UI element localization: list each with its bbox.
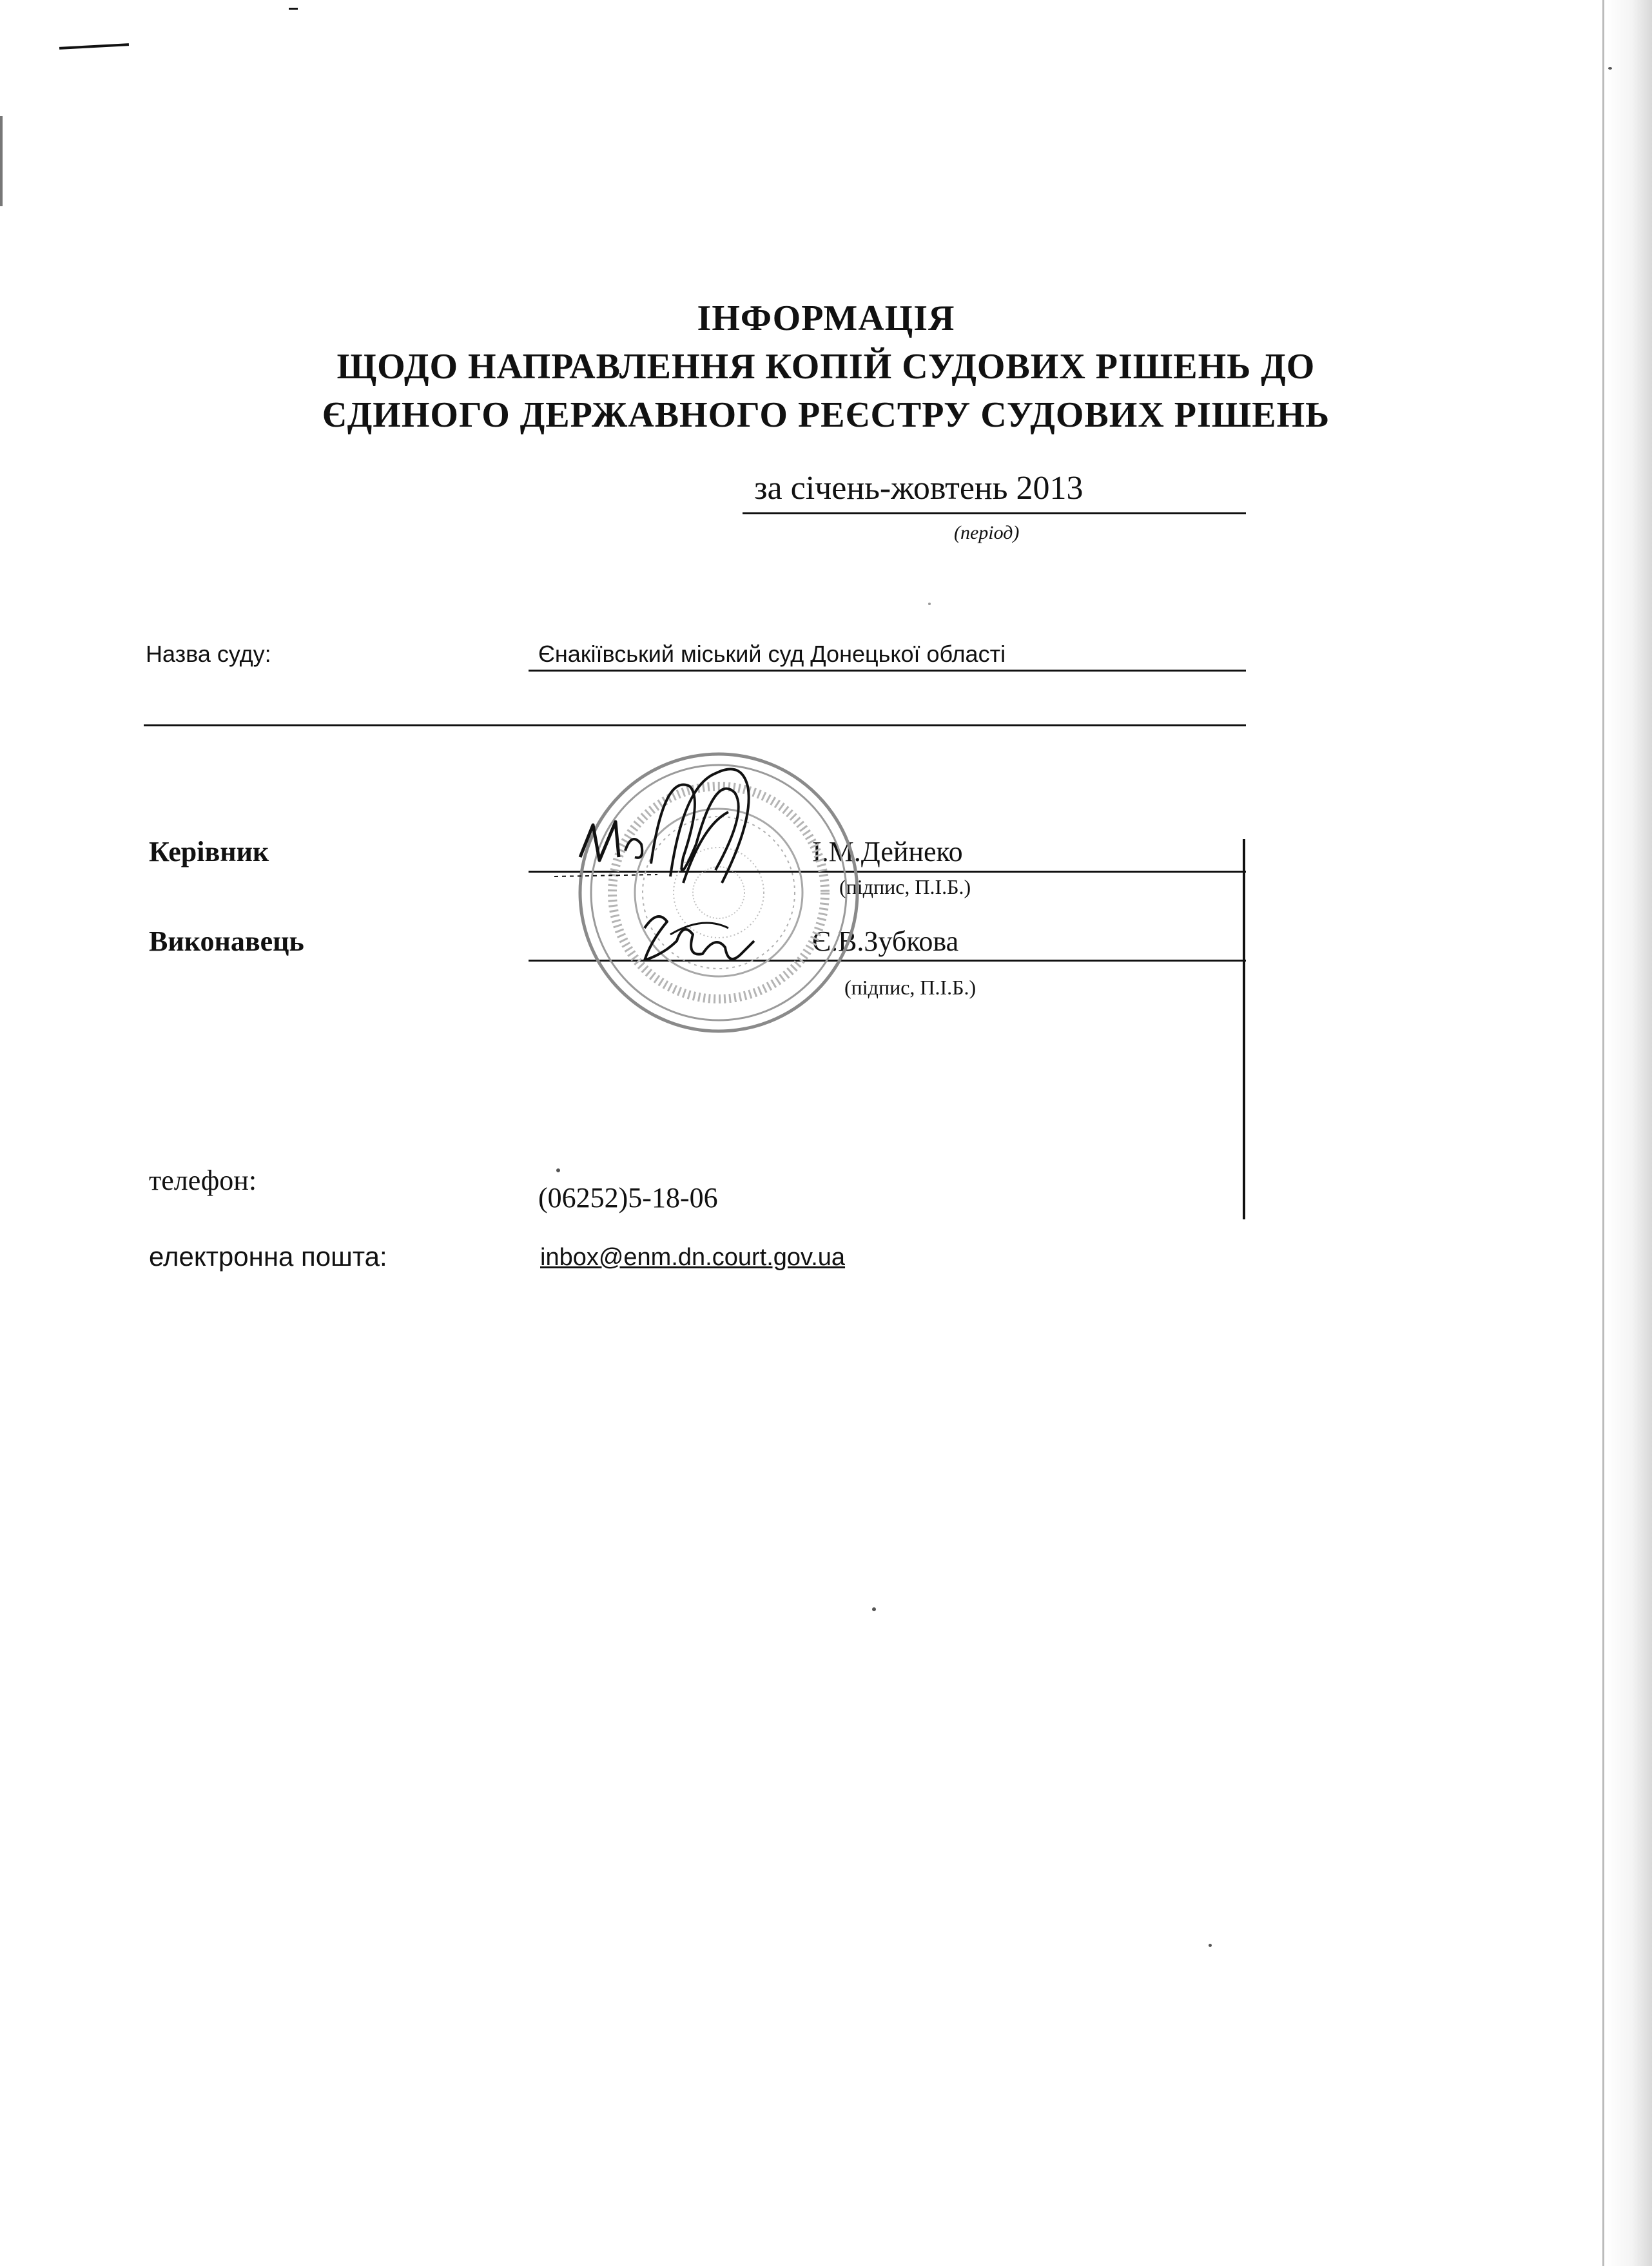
title-line-3: ЄДИНОГО ДЕРЖАВНОГО РЕЄСТРУ СУДОВИХ РІШЕНЬ: [322, 395, 1330, 435]
period-caption: (період): [954, 522, 1020, 543]
executor-name: Є.В.Зубкова: [812, 925, 959, 957]
section-divider: [144, 724, 1246, 726]
scan-speck: [1209, 1944, 1212, 1947]
executor-caption: (підпис, П.І.Б.): [844, 976, 977, 999]
signature-block-vertical-line: [1243, 839, 1245, 1219]
head-signature: [554, 748, 825, 915]
period-value: за січень-жовтень 2013: [754, 470, 1084, 507]
court-value: Єнакіївський міський суд Донецької області: [538, 641, 1006, 667]
title-line-2: ЩОДО НАПРАВЛЕННЯ КОПІЙ СУДОВИХ РІШЕНЬ ДО: [336, 347, 1316, 387]
court-underline: [529, 670, 1246, 672]
court-label: Назва суду:: [146, 641, 271, 667]
period-underline: [743, 512, 1246, 514]
scan-mark: [289, 8, 298, 10]
executor-signature: [632, 896, 773, 980]
scan-speck: [556, 1168, 560, 1172]
head-label: Керівник: [149, 836, 269, 867]
title-line-1: ІНФОРМАЦІЯ: [697, 298, 955, 338]
email-label: електронна пошта:: [149, 1241, 387, 1272]
email-link[interactable]: inbox@enm.dn.court.gov.ua: [540, 1244, 846, 1271]
scan-mark: [59, 43, 129, 50]
head-caption: (підпис, П.І.Б.): [839, 875, 971, 898]
scan-speck: [1608, 67, 1612, 70]
scan-border-line: [0, 116, 3, 206]
head-name: І.М.Дейнеко: [812, 836, 963, 867]
phone-value: (06252)5-18-06: [538, 1182, 718, 1214]
scan-speck: [872, 1607, 876, 1611]
phone-label: телефон:: [149, 1165, 257, 1196]
scan-speck: [928, 603, 931, 605]
executor-label: Виконавець: [149, 925, 304, 957]
